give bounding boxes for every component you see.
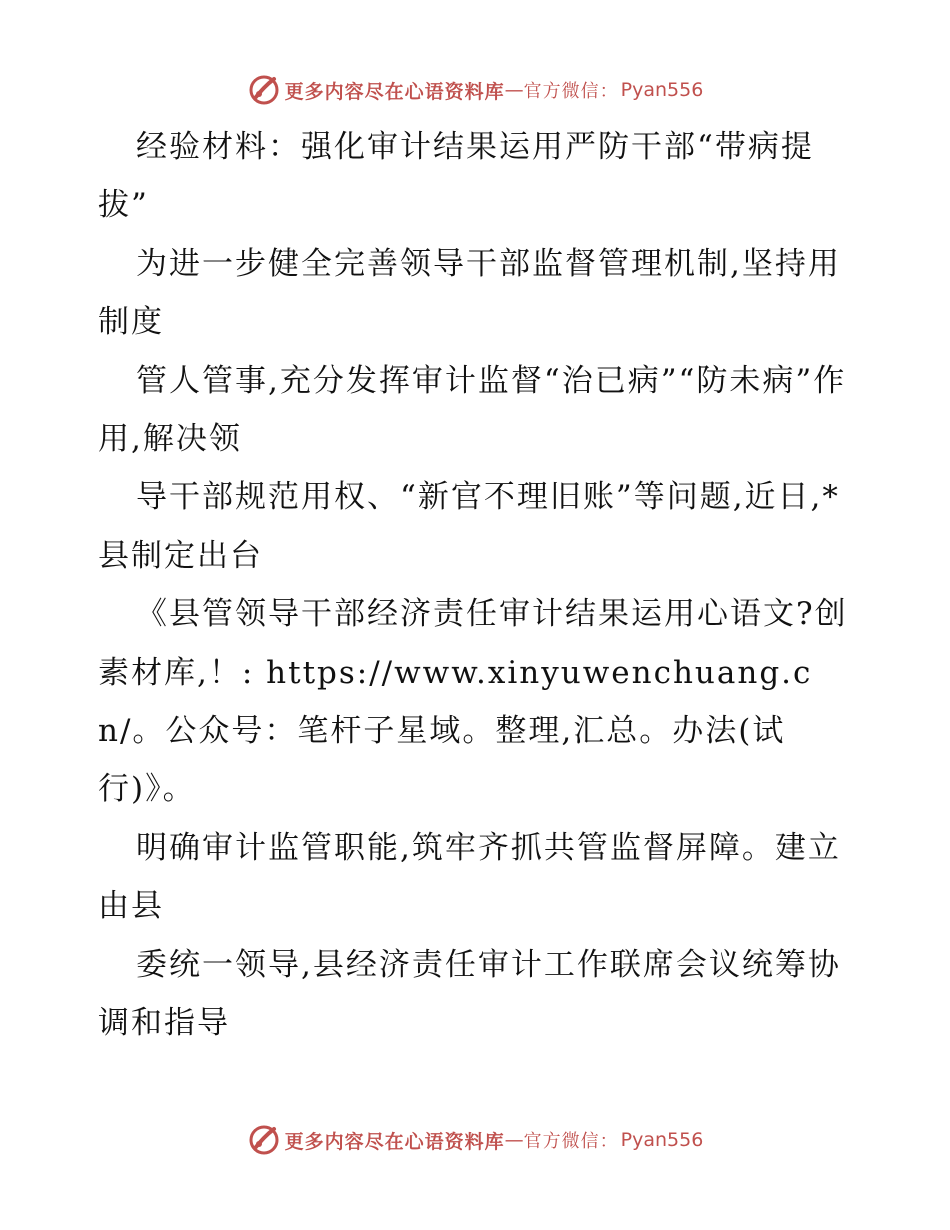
paragraph: 为进一步健全完善领导干部监督管理机制,坚持用制度: [98, 245, 841, 341]
banner-main-text: 更多内容尽在心语资料库: [284, 1130, 505, 1153]
banner-dash: —: [504, 79, 524, 101]
brush-seal-icon: [247, 73, 281, 107]
paragraph: 管人管事,充分发挥审计监督“治已病”“防未病”作用,解决领: [98, 362, 847, 458]
paragraph-title: 经验材料：强化审计结果运用严防干部“带病提拔”: [98, 129, 814, 224]
banner-wechat-label: 官方微信：: [523, 81, 619, 102]
banner-main-text: 更多内容尽在心语资料库: [284, 80, 505, 103]
banner-wechat-id: Pyan556: [620, 79, 704, 101]
document-body: [98, 118, 858, 1053]
brush-seal-icon: [247, 1123, 281, 1157]
banner-dash: —: [504, 1129, 524, 1151]
paragraph: 《县管领导干部经济责任审计结果运用心语文?创素材库,！: https://www.xinyuwenchuang.cn/。公众号：笔杆子星域。整理,汇总。办法(试行)》。: [98, 596, 848, 808]
paragraph: 明确审计监管职能,筑牢齐抓共管监督屏障。建立由县: [98, 829, 841, 925]
paragraph: 导干部规范用权、“新官不理旧账”等问题,近日,*县制定出台: [98, 479, 840, 574]
header-banner: [0, 70, 950, 110]
banner-wechat-label: 官方微信：: [523, 1131, 619, 1152]
banner-wechat-id: Pyan556: [620, 1129, 704, 1151]
paragraph: 委统一领导,县经济责任审计工作联席会议统筹协调和指导: [98, 946, 841, 1042]
footer-banner: [0, 1120, 950, 1160]
